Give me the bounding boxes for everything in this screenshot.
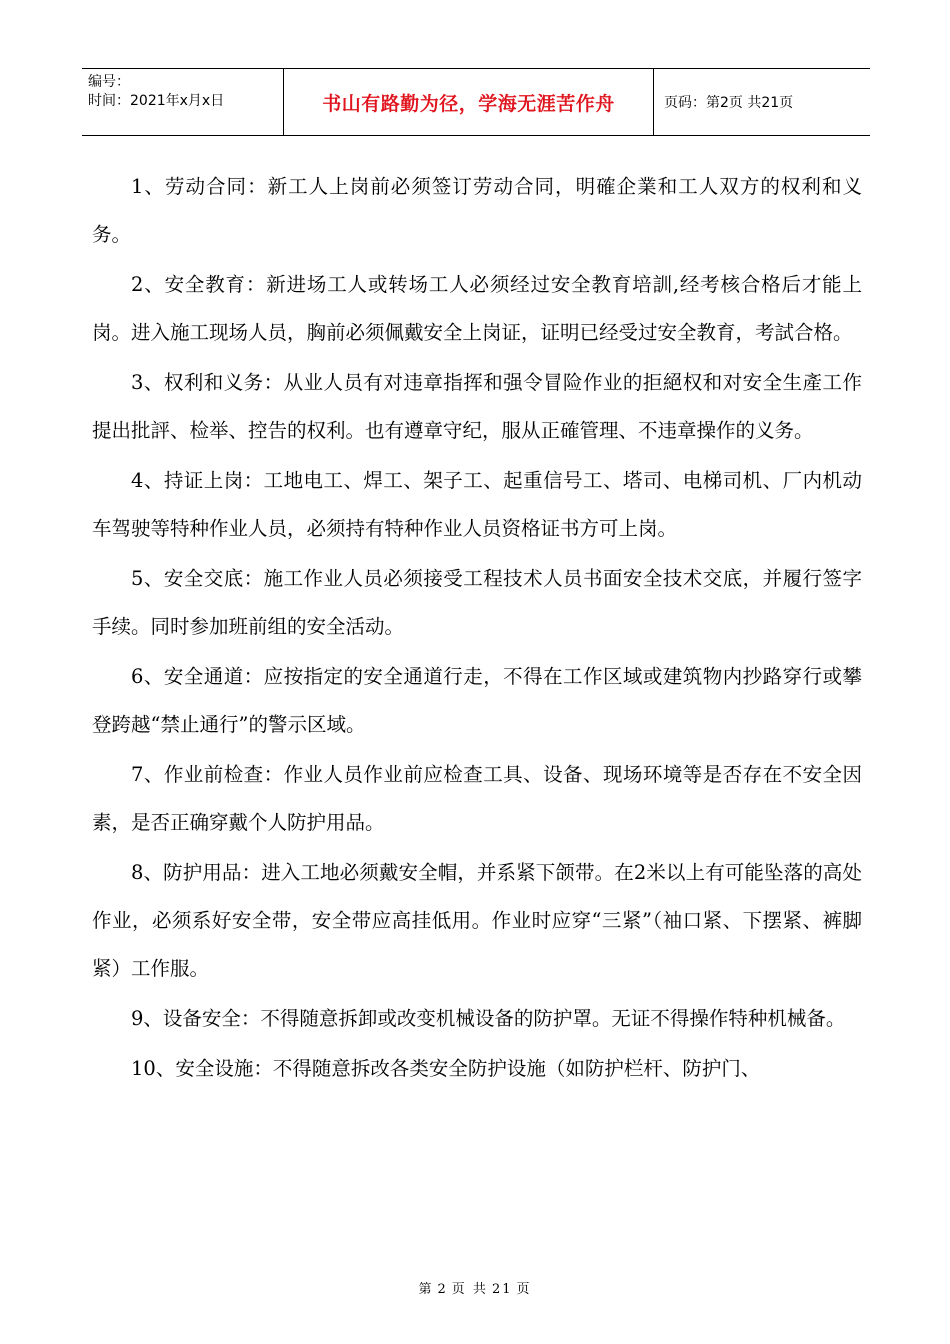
header-meta bbox=[82, 69, 284, 135]
paragraph-10: 10、安全设施：不得随意拆改各类安全防护设施（如防护栏杆、防护门、 bbox=[131, 1057, 761, 1080]
page-header bbox=[82, 68, 870, 136]
paragraph-2: 2、安全教育：新进场工人或转场工人必须经过安全教育培訓,经考核合格后才能上岗。进入施工现场人员，胸前必须佩戴安全上岗证，证明已经受过安全教育，考試合格。 bbox=[92, 273, 862, 344]
header-motto: 书山有路勤为径，学海无涯苦作舟 bbox=[284, 69, 654, 135]
footer-suffix: 页 bbox=[516, 1282, 532, 1297]
document-number: 编号： bbox=[88, 74, 130, 90]
paragraph-7: 7、作业前检查：作业人员作业前应检查工具、设备、现场环境等是否存在不安全因素，是否正确穿戴个人防护用品。 bbox=[92, 763, 862, 834]
footer-total-pages: 21 bbox=[491, 1282, 513, 1297]
footer-prefix: 第 bbox=[418, 1282, 434, 1297]
header-page-info: 页码：第2页 共21页 bbox=[664, 95, 794, 111]
paragraph-6: 6、安全通道：应按指定的安全通道行走，不得在工作区域或建筑物内抄路穿行或攀登跨越“禁止通行”的警示区域。 bbox=[92, 665, 862, 736]
footer-page-number: 2 bbox=[437, 1282, 448, 1297]
paragraph-8: 8、防护用品：进入工地必须戴安全帽，并系紧下颌带。在2米以上有可能坠落的高处作业，必须系好安全带，安全带应高挂低用。作业时应穿“三紧”（袖口紧、下摆紧、裤脚紧）工作服。 bbox=[92, 861, 862, 980]
page-footer bbox=[0, 1278, 950, 1297]
document-date: 时间：2021年x月x日 bbox=[88, 93, 225, 109]
paragraph-1: 1、劳动合同：新工人上岗前必须签订劳动合同，明確企業和工人双方的权利和义务。 bbox=[92, 175, 862, 246]
paragraph-4: 4、持证上岗：工地电工、焊工、架子工、起重信号工、塔司、电梯司机、厂内机动车驾驶等特种作业人员，必须持有特种作业人员资格证书方可上岗。 bbox=[92, 469, 862, 540]
paragraph-9: 9、设备安全：不得随意拆卸或改变机械设备的防护罩。无证不得操作特种机械备。 bbox=[131, 1007, 846, 1030]
document-body bbox=[92, 163, 862, 1095]
paragraph-3: 3、权利和义务：从业人员有对违章指挥和强令冒险作业的拒絕权和对安全生產工作提出批評、检举、控告的权利。也有遵章守纪，服从正確管理、不违章操作的义务。 bbox=[92, 371, 862, 442]
footer-middle: 页 共 bbox=[451, 1282, 488, 1297]
paragraph-5: 5、安全交底：施工作业人员必须接受工程技术人员书面安全技术交底，并履行签字手续。同时参加班前组的安全活动。 bbox=[92, 567, 862, 638]
